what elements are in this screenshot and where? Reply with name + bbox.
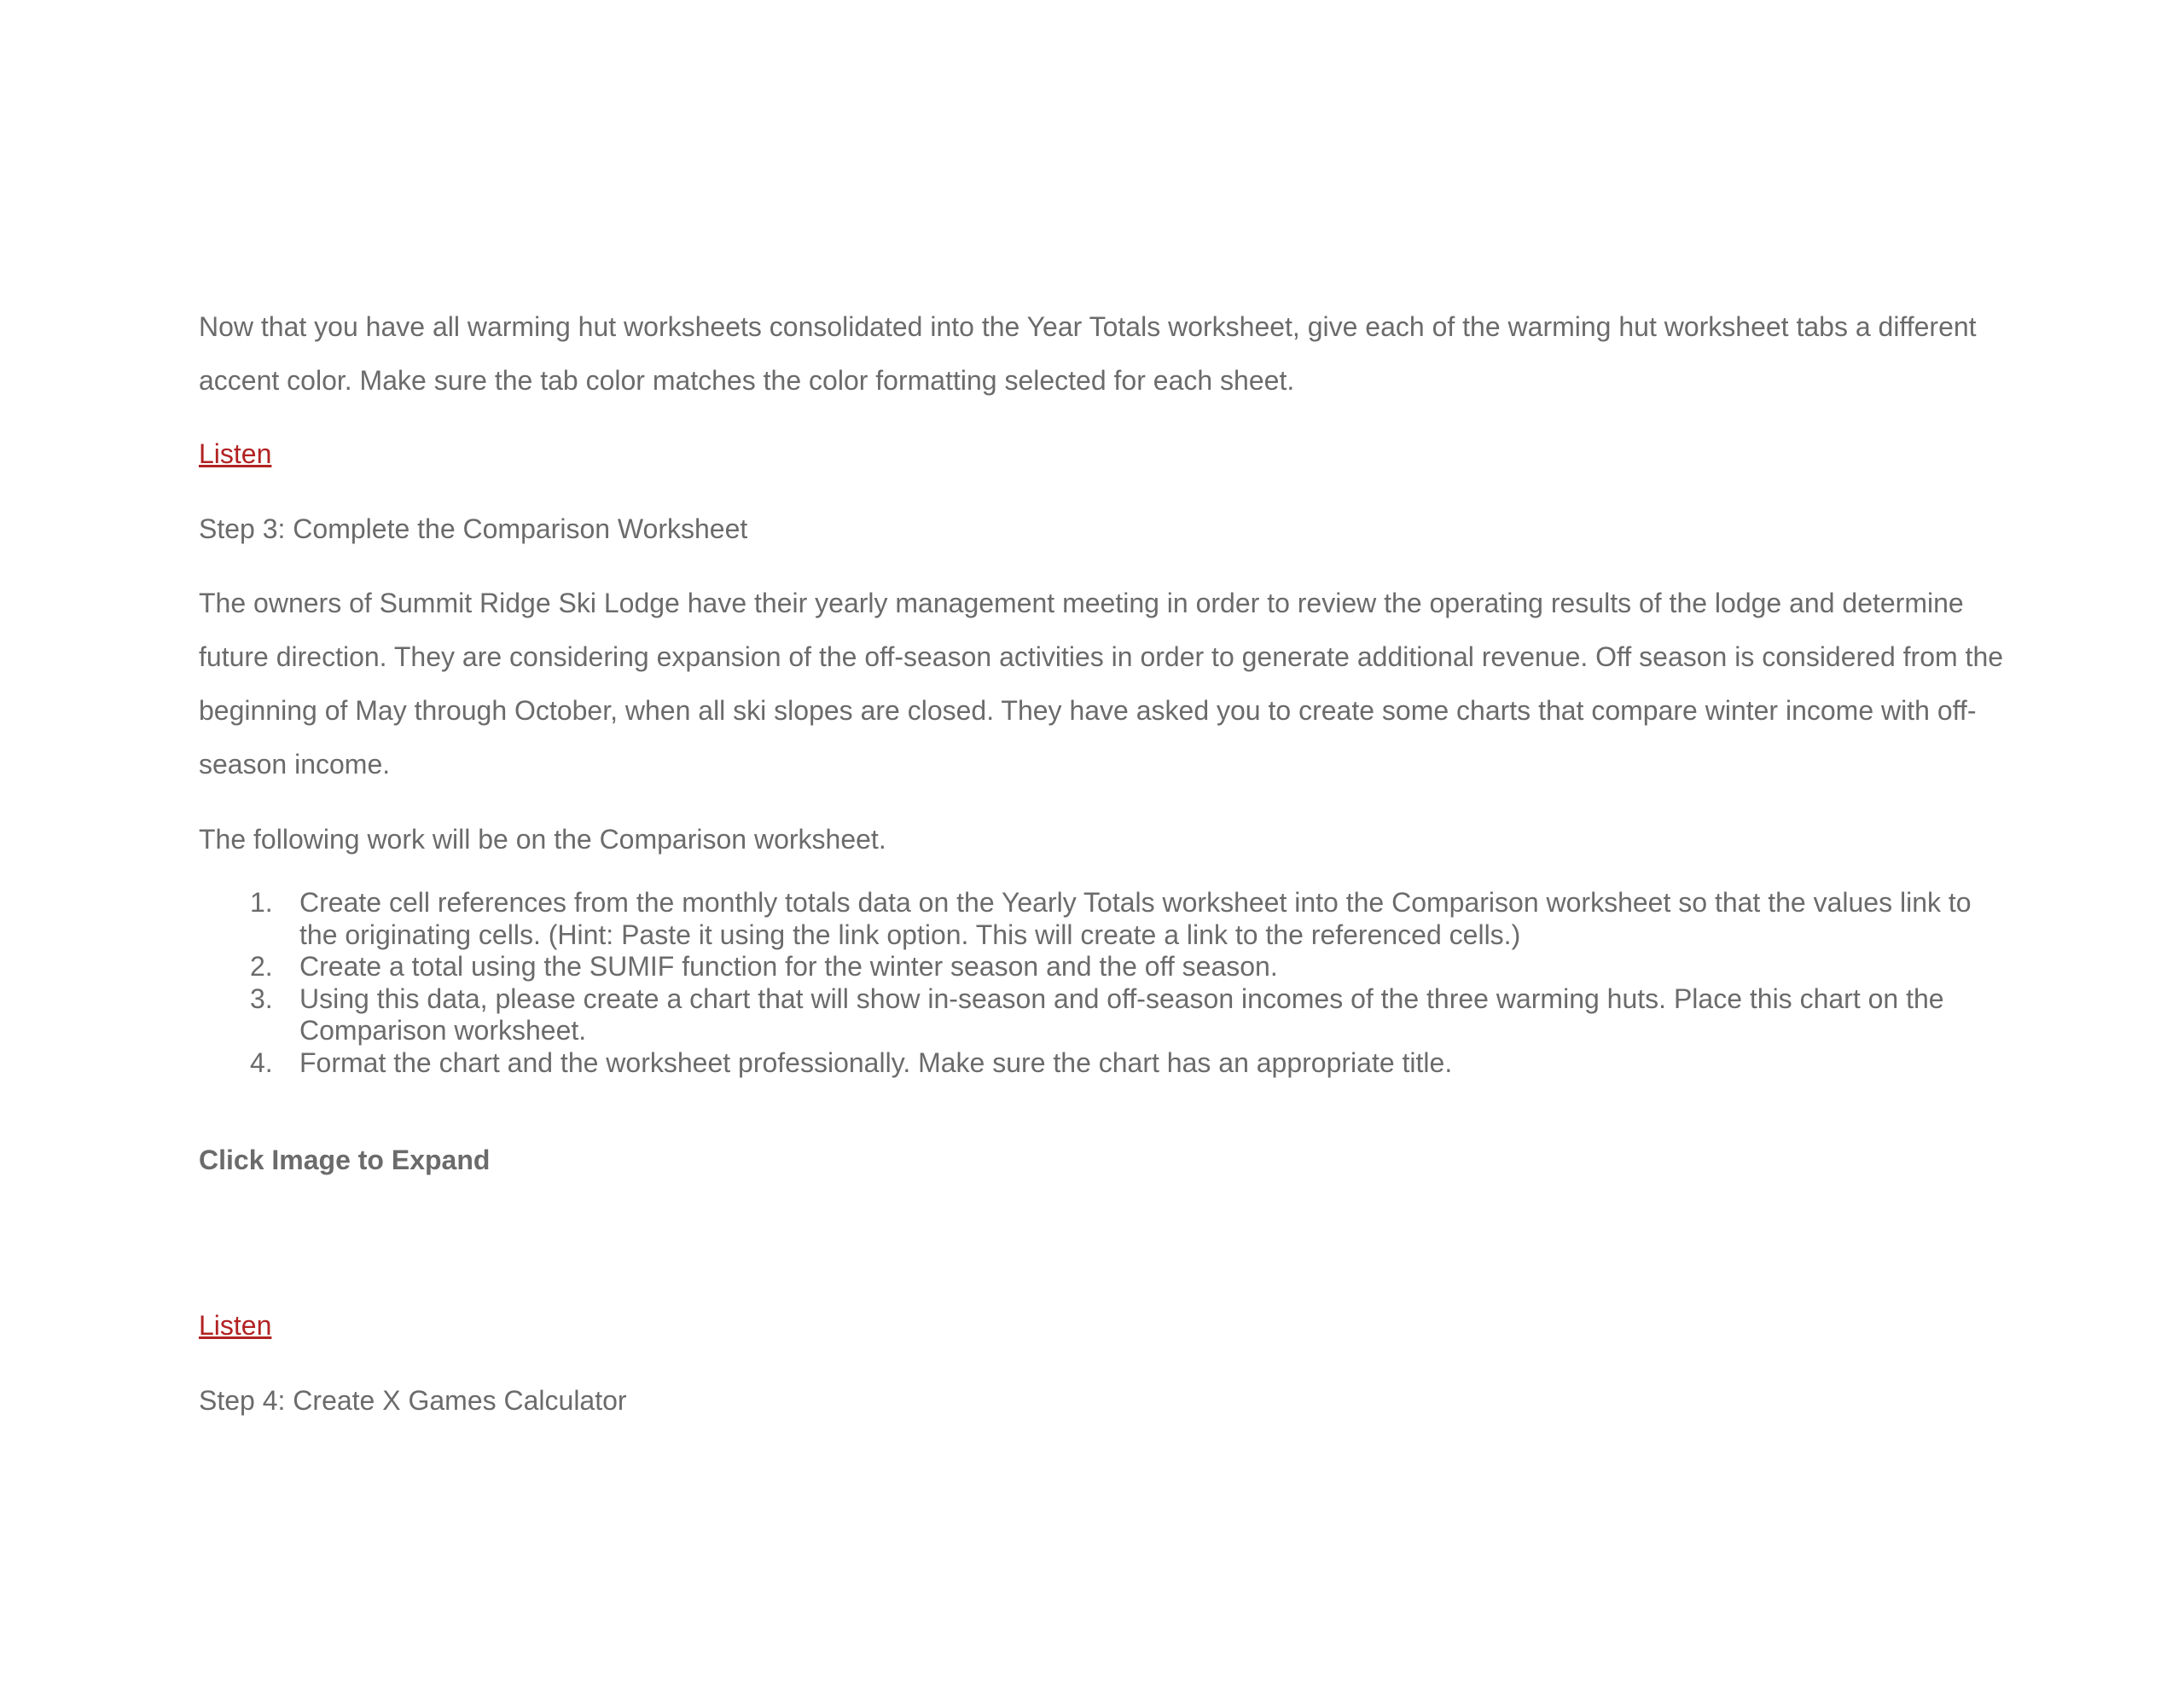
list-item <box>199 1047 2007 1080</box>
listen-link[interactable]: Listen <box>199 438 272 469</box>
list-item-text: Format the chart and the worksheet professionally. Make sure the chart has an appropriate title. <box>299 1046 1453 1078</box>
list-item-text: Using this data, please create a chart that will show in-season and off-season incomes of the three warming huts. Place this chart on the Comparison worksheet. <box>299 983 1944 1046</box>
list-item-number: 4. <box>250 1046 273 1078</box>
step-4-heading: Step 4: Create X Games Calculator <box>199 1385 627 1416</box>
task-list <box>199 887 2007 1079</box>
intro-paragraph: Now that you have all warming hut worksheets consolidated into the Year Totals worksheet, give each of the warming hut worksheet tabs a different accent color. Make sure the tab color matches the color formatting selected for each sheet. <box>199 311 1977 396</box>
step-3-description: The owners of Summit Ridge Ski Lodge have their yearly management meeting in order to review the operating results of the lodge and determine future direction. They are considering expansion of the off-season activities in order to generate additional revenue. Off season is considered from the beginning of May through October, when all ski slopes are closed. They have asked you to create some charts that compare winter income with off-season income. <box>199 588 2004 780</box>
list-item-text: Create cell references from the monthly totals data on the Yearly Totals worksheet into the Comparison worksheet so that the values link to the originating cells. (Hint: Paste it using the link option. This will create a link to the referenced cells.) <box>299 887 1972 950</box>
list-item-text: Create a total using the SUMIF function for the winter season and the off season. <box>299 951 1278 982</box>
list-item-number: 3. <box>250 983 273 1014</box>
listen-link[interactable]: Listen <box>199 1310 272 1341</box>
step-3-heading: Step 3: Complete the Comparison Worksheet <box>199 513 748 544</box>
click-image-to-expand-label[interactable]: Click Image to Expand <box>199 1145 491 1175</box>
worksheet-note: The following work will be on the Comparison worksheet. <box>199 824 886 855</box>
document-page <box>199 0 2007 1687</box>
list-item <box>199 887 2007 951</box>
list-item-number: 2. <box>250 951 273 982</box>
list-item-number: 1. <box>250 887 273 918</box>
list-item <box>199 951 2007 983</box>
list-item <box>199 983 2007 1047</box>
